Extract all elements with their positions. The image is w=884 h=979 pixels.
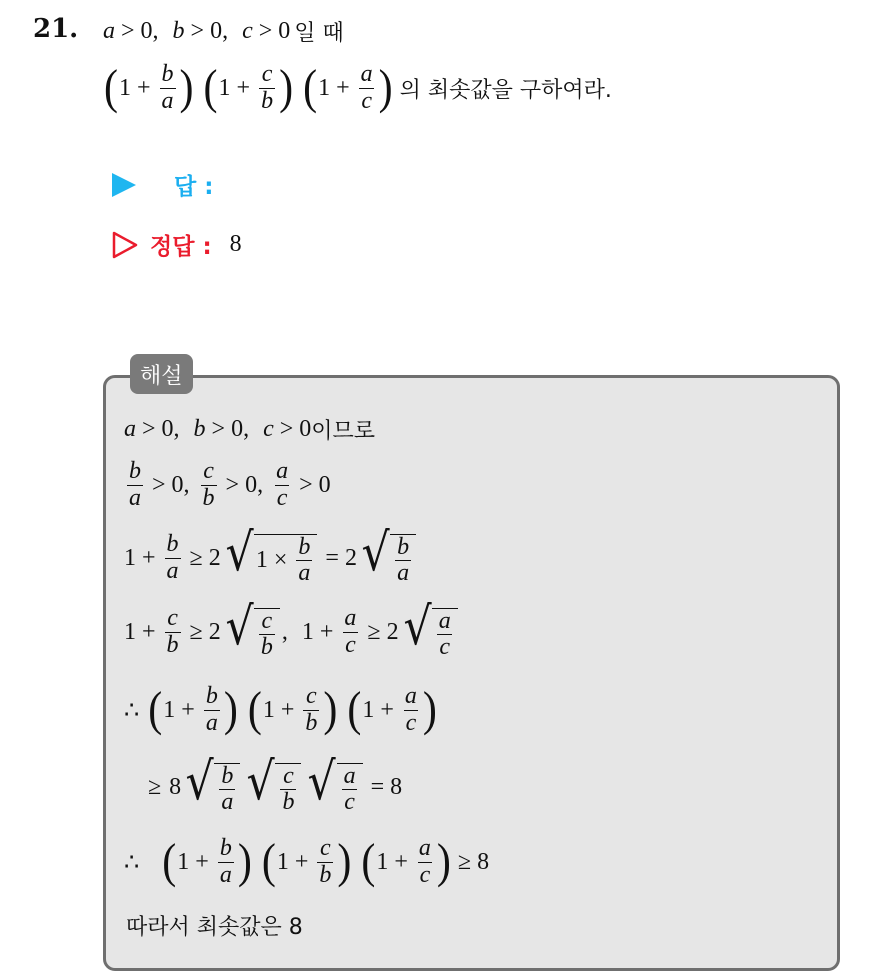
solution-conclusion: 따라서 최솟값은 8 [126, 915, 303, 940]
fraction-a-over-c: $\frac{a}{c}$ [360, 61, 373, 114]
correct-answer-label: 정답 : [150, 234, 212, 260]
fraction-c-over-b: $\frac{c}{b}$ [261, 61, 274, 114]
problem-number: 21. [33, 14, 79, 44]
answer-input-row[interactable] [112, 168, 213, 201]
solution-line-7: ∴ ( 1 + $\frac{b}{a}$ ) ( 1 + $\frac{c}{b}$ ) ( 1 + $\frac{a}{c}$ ) ≥ 8 [124, 835, 490, 889]
solution-line-6: ≥ 8 √ $\frac{b}{a}$ √ $\frac{c}{b}$ √ $\frac{a}{c}$ = 8 [148, 751, 403, 815]
solution-line-1: a > 0, b > 0, c > 0 이므로 [124, 416, 376, 444]
play-arrow-icon [112, 173, 136, 197]
problem-condition: a > 0, b > 0, c > 0 일 때 [103, 18, 344, 46]
solution-line-4: 1 + $\frac{c}{b}$ ≥ 2 √ $\frac{c}{b}$ , 1 + $\frac{a}{c}$ ≥ 2 √ $\frac{a}{c}$ [124, 600, 460, 664]
fraction-b-over-a: $\frac{b}{a}$ [161, 61, 174, 114]
problem-expression: ( 1 + $\frac{b}{a}$ ) ( 1 + $\frac{c}{b}$ ) ( 1 + $\frac{a}{c}$ ) 의 최솟값을 구하여라. [104, 61, 612, 115]
solution-line-5: ∴ ( 1 + $\frac{b}{a}$ ) ( 1 + $\frac{c}{b}$ ) ( 1 + $\frac{a}{c}$ ) [124, 683, 437, 737]
solution-tag: 해설 [130, 354, 193, 394]
solution-line-2: $\frac{b}{a}$ > 0, $\frac{c}{b}$ > 0, $\frac{a}{c}$ > 0 [129, 458, 331, 511]
solution-line-3: 1 + $\frac{b}{a}$ ≥ 2 √ 1 × $\frac{b}{a}$ = 2 √ $\frac{b}{a}$ [124, 526, 418, 590]
outline-triangle-icon [112, 231, 138, 259]
answer-label: 답 : [174, 174, 214, 200]
correct-answer-row [112, 228, 242, 261]
correct-answer-value: 8 [229, 231, 242, 257]
